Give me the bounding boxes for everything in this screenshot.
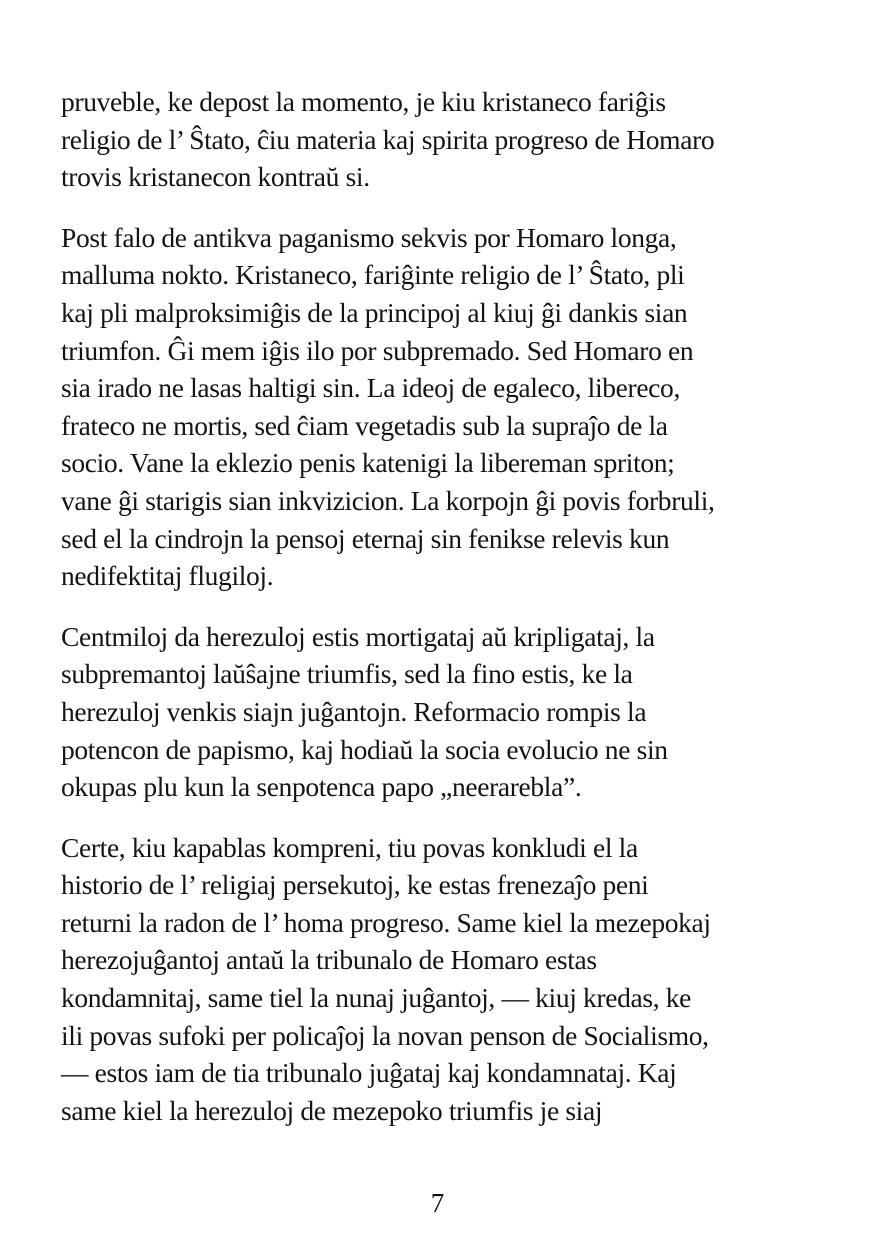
text-line: kondamnitaj, same tiel la nunaj juĝantoj, — kiuj kredas, ke <box>61 982 692 1014</box>
paragraph-4 <box>61 829 841 1130</box>
page-body <box>61 83 841 1152</box>
text-line: okupas plu kun la senpotenca papo „neerarebla”. <box>61 771 582 803</box>
text-line: same kiel la herezuloj de mezepoko triumfis je siaj <box>61 1094 603 1126</box>
text-line: returni la radon de l’ homa progreso. Same kiel la mezepokaj <box>61 906 711 938</box>
text-line: Centmiloj da herezuloj estis mortigataj aŭ kripligataj, la <box>61 620 655 652</box>
text-line: potencon de papismo, kaj hodiaŭ la socia evolucio ne sin <box>61 733 668 765</box>
text-line: trovis kristanecon kontraŭ si. <box>61 161 370 193</box>
text-line: socio. Vane la eklezio penis katenigi la libereman spriton; <box>61 447 675 479</box>
text-line: subpremantoj laŭŝajne triumfis, sed la fino estis, ke la <box>61 658 633 690</box>
text-line: herezuloj venkis siajn juĝantojn. Reformacio rompis la <box>61 695 647 727</box>
text-line: herezojuĝantoj antaŭ la tribunalo de Homaro estas <box>61 944 597 976</box>
page-number: 7 <box>430 1188 445 1218</box>
text-line: vane ĝi starigis sian inkvizicion. La korpojn ĝi povis forbruli, <box>61 484 715 516</box>
text-line: Certe, kiu kapablas kompreni, tiu povas konkludi el la <box>61 831 638 863</box>
text-line: religio de l’ Ŝtato, ĉiu materia kaj spirita progreso de Homaro <box>61 123 715 155</box>
text-line: kaj pli malproksimiĝis de la principoj al kiuj ĝi dankis sian <box>61 296 688 328</box>
text-line: pruveble, ke depost la momento, je kiu kristaneco fariĝis <box>61 86 666 117</box>
text-line: frateco ne mortis, sed ĉiam vegetadis sub la supraĵo de la <box>61 409 668 441</box>
paragraph-1 <box>61 83 841 196</box>
text-line: Post falo de antikva paganismo sekvis por Homaro longa, <box>61 221 677 253</box>
text-line: ili povas sufoki per policaĵoj la novan penson de Socialismo, <box>61 1019 709 1051</box>
text-line: — estos iam de tia tribunalo juĝataj kaj kondamnataj. Kaj <box>61 1057 677 1089</box>
text-line: nedifektitaj flugiloj. <box>61 560 274 592</box>
text-line: sed el la cindrojn la pensoj eternaj sin fenikse relevis kun <box>61 522 670 554</box>
text-line: sia irado ne lasas haltigi sin. La ideoj de egaleco, libereco, <box>61 372 680 404</box>
paragraph-3 <box>61 618 841 806</box>
paragraph-2 <box>61 219 841 595</box>
text-line: historio de l’ religiaj persekutoj, ke estas frenezaĵo peni <box>61 869 649 901</box>
text-line: malluma nokto. Kristaneco, fariĝinte religio de l’ Ŝtato, pli <box>61 259 685 291</box>
text-line: triumfon. Ĝi mem iĝis ilo por subpremado. Sed Homaro en <box>61 334 694 366</box>
